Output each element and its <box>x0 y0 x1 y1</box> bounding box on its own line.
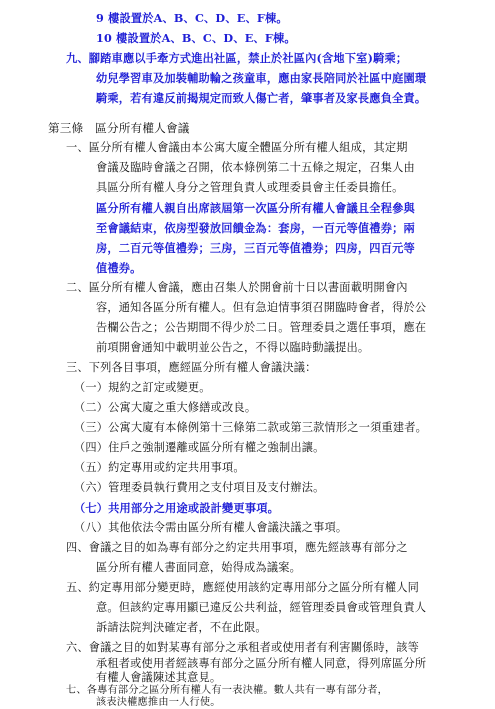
item-5-line-2: 意。但該約定專用顯已違反公共利益，經管理委員會或管理負責人 <box>96 601 427 614</box>
item-6-line-2: 承租者或使用者經該專有部分之區分所有權人同意，得列席區分所 <box>96 657 427 670</box>
item-1-bonus-line-1: 區分所有權人親自出席該屆第一次區分所有權人會議且全程參與 <box>96 201 415 215</box>
rule-line-floor-10: 10 樓設置於A、B、C、D、E、F棟。 <box>96 31 296 45</box>
item-3-sub-5: （五）約定專用或約定共用事項。 <box>74 461 245 474</box>
rule-nine-line-3: 騎乘，若有違反前揭規定而致人傷亡者，肇事者及家長應負全責。 <box>96 91 427 105</box>
item-3-sub-2: （二）公寓大廈之重大修繕或改良。 <box>74 401 257 414</box>
item-2-line-3: 告欄公告之；公告期間不得少於二日。管理委員之選任事項，應在 <box>96 321 427 334</box>
item-6-line-1: 六、會議之目的如對某專有部分之承租者或使用者有利害關係時，該等 <box>66 641 420 654</box>
section-heading-article-3: 第三條 區分所有權人會議 <box>48 121 190 135</box>
rule-nine-line-1: 九、腳踏車應以手牽方式進出社區，禁止於社區內(含地下室)騎乘； <box>66 51 408 65</box>
item-5-line-3: 訴請法院判決確定者，不在此限。 <box>96 621 267 634</box>
item-1-bonus-line-2: 至會議結束，依房型發放回饋金為：套房，一百元等值禮券；兩 <box>96 221 415 235</box>
item-4-line-1: 四、會議之目的如為專有部分之約定共用事項，應先經該專有部分之 <box>66 541 408 554</box>
rule-line-floor-9: 9 樓設置於A、B、C、D、E、F棟。 <box>96 11 288 25</box>
item-6-line-3: 有權人會議陳述其意見。 <box>96 671 222 684</box>
item-2-line-1: 二、區分所有權人會議，應由召集人於開會前十日以書面載明開會內 <box>66 281 408 294</box>
item-3-sub-3: （三）公寓大廈有本條例第十三條第二款或第三款情形之一須重建者。 <box>74 421 428 434</box>
item-2-line-2: 容，通知各區分所有權人。但有急迫情事須召開臨時會者，得於公 <box>96 301 427 314</box>
item-3-line-1: 三、下列各目事項，應經區分所有權人會議決議： <box>66 361 317 374</box>
item-7-line-1: 七、各專有部分之區分所有權人有一表決權。數人共有一專有部分者， <box>66 685 389 696</box>
item-1-bonus-line-4: 值禮券。 <box>96 261 142 275</box>
item-1-line-3: 具區分所有權人身分之管理負責人或理委員會主任委員擔任。 <box>96 181 404 194</box>
item-3-sub-6: （六）管理委員執行費用之支付項目及支付辦法。 <box>74 481 325 494</box>
rule-nine-line-2: 幼兒學習車及加裝輔助輪之孩童車，應由家長陪同於社區中庭園環 <box>96 71 427 85</box>
item-3-sub-7: （七）共用部分之用途或設計變更事項。 <box>74 501 279 515</box>
item-4-line-2: 區分所有權人書面同意，始得成為議案。 <box>96 561 301 574</box>
item-1-line-2: 會議及臨時會議之召開，依本條例第二十五條之規定，召集人由 <box>96 161 415 174</box>
item-3-sub-8: （八）其他依法令需由區分所有權人會議決議之事項。 <box>74 521 348 534</box>
item-1-line-1: 一、區分所有權人會議由本公寓大廈全體區分所有權人組成，其定期 <box>66 141 408 154</box>
item-5-line-1: 五、約定專用部分變更時，應經使用該約定專用部分之區分所有權人同 <box>66 581 420 594</box>
item-2-line-4: 前項開會通知中載明並公告之，不得以臨時動議提出。 <box>96 341 370 354</box>
item-3-sub-4: （四）住戶之強制遷離或區分所有權之強制出讓。 <box>74 441 325 454</box>
item-1-bonus-line-3: 房，二百元等值禮券；三房，三百元等值禮券；四房，四百元等 <box>96 241 415 255</box>
item-7-line-2: 該表決權應推由一人行使。 <box>96 697 221 708</box>
item-3-sub-1: （一）規約之訂定或變更。 <box>74 381 211 394</box>
